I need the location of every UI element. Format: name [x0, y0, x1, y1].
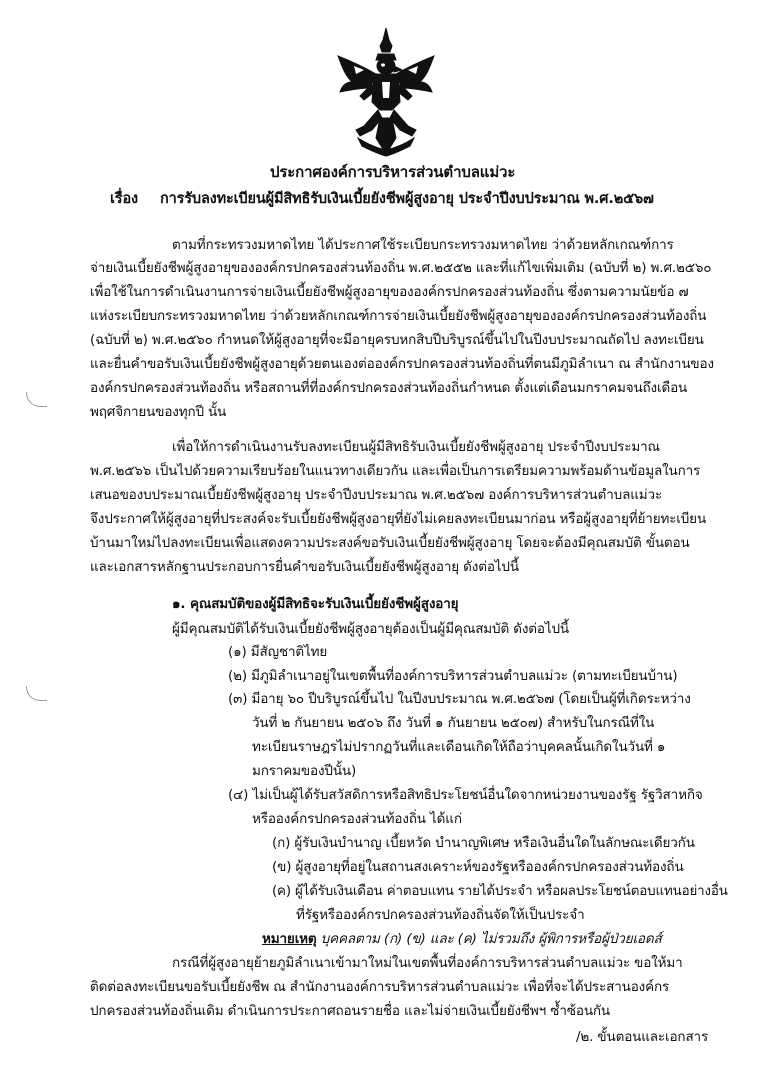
continuation-note: /๒. ขั้นตอนและเอกสาร	[576, 1029, 709, 1045]
criteria-item-2: (๒) มีภูมิลำเนาอยู่ในเขตพื้นที่องค์การบริหารส่วนตำบลแม่วะ (ตามทะเบียนบ้าน)	[228, 668, 678, 684]
section1-heading: ๑. คุณสมบัติของผู้มีสิทธิจะรับเงินเบี้ยยังชีพผู้สูงอายุ	[172, 596, 459, 612]
criteria-item-3: ทะเบียนราษฎรไม่ปรากฏวันที่และเดือนเกิดให้ถือว่าบุคคลนั้นเกิดในวันที่ ๑	[252, 739, 666, 755]
subject-label: เรื่อง	[110, 191, 138, 207]
paragraph1-line: ตามที่กระทรวงมหาดไทย ได้ประกาศใช้ระเบียบกระทรวงมหาดไทย ว่าด้วยหลักเกณฑ์การ	[172, 237, 674, 253]
paragraph2-line: เสนอของบประมาณเบี้ยยังชีพผู้สูงอายุ ประจำปีงบประมาณ พ.ศ.๒๕๖๗ องค์การบริหารส่วนตำบลแม่วะ	[90, 487, 663, 503]
paragraph1-line: เพื่อใช้ในการดำเนินงานการจ่ายเงินเบี้ยยังชีพผู้สูงอายุขององค์กรปกครองส่วนท้องถิ่น ซึ่งตามความนัยข้อ ๗	[90, 284, 689, 300]
criteria-sub-item-c: (ค) ผู้ได้รับเงินเดือน ค่าตอบแทน รายได้ประจำ หรือผลประโยชน์ตอบแทนอย่างอื่น	[272, 883, 728, 899]
paragraph3-line: กรณีที่ผู้สูงอายุย้ายภูมิลำเนาเข้ามาใหม่ในเขตพื้นที่องค์การบริหารส่วนตำบลแม่วะ ขอให้มา	[172, 955, 683, 971]
paragraph2-line: บ้านมาใหม่ไปลงทะเบียนเพื่อแสดงความประสงค์ขอรับเงินเบี้ยยังชีพผู้สูงอายุ โดยจะต้องมีคุณสมบัติ ขั้นตอน	[90, 535, 690, 551]
criteria-item-3: วันที่ ๒ กันยายน ๒๕๐๖ ถึง วันที่ ๑ กันยายน ๒๕๐๗) สำหรับในกรณีที่ใน	[252, 715, 655, 731]
paragraph2-line: เพื่อให้การดำเนินงานรับลงทะเบียนผู้มีสิทธิรับเงินเบี้ยยังชีพผู้สูงอายุ ประจำปีงบประมาณ	[172, 439, 660, 455]
paragraph1-line: (ฉบับที่ ๒) พ.ศ.๒๕๖๐ กำหนดให้ผู้สูงอายุที่จะมีอายุครบหกสิบปีบริบูรณ์ขึ้นไปในปีงบประมาณถัดไป ลงทะเบียน	[90, 332, 704, 348]
paragraph3-line: ปกครองส่วนท้องถิ่นเดิม ดำเนินการประกาศถอนรายชื่อ และไม่จ่ายเงินเบี้ยยังชีพฯ ซ้ำซ้อนกัน	[90, 1003, 611, 1019]
paragraph2-line: พ.ศ.๒๕๖๖ เป็นไปด้วยความเรียบร้อยในแนวทางเดียวกัน และเพื่อเป็นการเตรียมความพร้อมด้านข้อมูลในการ	[90, 463, 701, 479]
criteria-item-4: (๔) ไม่เป็นผู้ได้รับสวัสดิการหรือสิทธิประโยชน์อื่นใดจากหน่วยงานของรัฐ รัฐวิสาหกิจ	[228, 787, 703, 803]
note-text: บุคคลตาม (ก) (ข) และ (ค) ไม่รวมถึง ผู้พิการหรือผู้ป่วยเอดส์	[316, 931, 662, 947]
paragraph1-line: แห่งระเบียบกระทรวงมหาดไทย ว่าด้วยหลักเกณฑ์การจ่ายเงินเบี้ยยังชีพผู้สูงอายุขององค์กรปกครองส่วนท้องถิ่น	[90, 308, 707, 324]
announcement-subject: การรับลงทะเบียนผู้มีสิทธิรับเงินเบี้ยยังชีพผู้สูงอายุ ประจำปีงบประมาณ พ.ศ.๒๕๖๗	[160, 191, 654, 207]
criteria-sub-item-c: ที่รัฐหรือองค์กรปกครองส่วนท้องถิ่นจัดให้เป็นประจำ	[296, 907, 585, 923]
paragraph1-line: และยื่นคำขอรับเงินเบี้ยยังชีพผู้สูงอายุด้วยตนเองต่อองค์กรปกครองส่วนท้องถิ่นที่ตนมีภูมิลำเนา ณ สำนักงานของ	[90, 356, 714, 372]
paragraph1-line: จ่ายเงินเบี้ยยังชีพผู้สูงอายุขององค์กรปกครองส่วนท้องถิ่น พ.ศ.๒๕๕๒ และที่แก้ไขเพิ่มเติม (ฉบับที่ ๒) พ.ศ.๒๕๖๐	[90, 260, 712, 276]
paragraph1-line: พฤศจิกายนของทุกปี นั้น	[90, 404, 227, 420]
garuda-emblem	[334, 26, 438, 158]
section1-intro: ผู้มีคุณสมบัติได้รับเงินเบี้ยยังชีพผู้สูงอายุต้องเป็นผู้มีคุณสมบัติ ดังต่อไปนี้	[172, 621, 569, 637]
note-label: หมายเหตุ	[262, 931, 317, 947]
paragraph3-line: ติดต่อลงทะเบียนขอรับเบี้ยยังชีพ ณ สำนักงานองค์การบริหารส่วนตำบลแม่วะ เพื่อที่จะได้ประสานองค์กร	[90, 979, 670, 995]
note	[262, 930, 662, 948]
criteria-item-1: (๑) มีสัญชาติไทย	[228, 644, 328, 660]
criteria-item-3: (๓) มีอายุ ๖๐ ปีบริบูรณ์ขึ้นไป ในปีงบประมาณ พ.ศ.๒๕๖๗ (โดยเป็นผู้ที่เกิดระหว่าง	[228, 691, 691, 707]
paragraph1-line: องค์กรปกครองส่วนท้องถิ่น หรือสถานที่ที่องค์กรปกครองส่วนท้องถิ่นกำหนด ตั้งแต่เดือนมกราคมจนถึงเดือน	[90, 380, 688, 396]
paragraph2-line: และเอกสารหลักฐานประกอบการยื่นคำขอรับเงินเบี้ยยังชีพผู้สูงอายุ ดังต่อไปนี้	[90, 559, 519, 575]
punch-hole-mark	[26, 686, 47, 701]
punch-hole-mark	[26, 392, 47, 407]
criteria-sub-item-a: (ก) ผู้รับเงินบำนาญ เบี้ยหวัด บำนาญพิเศษ หรือเงินอื่นใดในลักษณะเดียวกัน	[272, 835, 695, 851]
criteria-item-3: มกราคมของปีนั้น)	[252, 763, 357, 779]
criteria-sub-item-b: (ข) ผู้สูงอายุที่อยู่ในสถานสงเคราะห์ของรัฐหรือองค์กรปกครองส่วนท้องถิ่น	[272, 859, 684, 875]
announcement-title: ประกาศองค์การบริหารส่วนตำบลแม่วะ	[270, 163, 516, 181]
paragraph2-line: จึงประกาศให้ผู้สูงอายุที่ประสงค์จะรับเบี้ยยังชีพผู้สูงอายุที่ยังไม่เคยลงทะเบียนมาก่อน หรือผู้สูงอายุที่ย้ายทะเบียน	[90, 511, 707, 527]
criteria-item-4: หรือองค์กรปกครองส่วนท้องถิ่น ได้แก่	[252, 811, 462, 827]
